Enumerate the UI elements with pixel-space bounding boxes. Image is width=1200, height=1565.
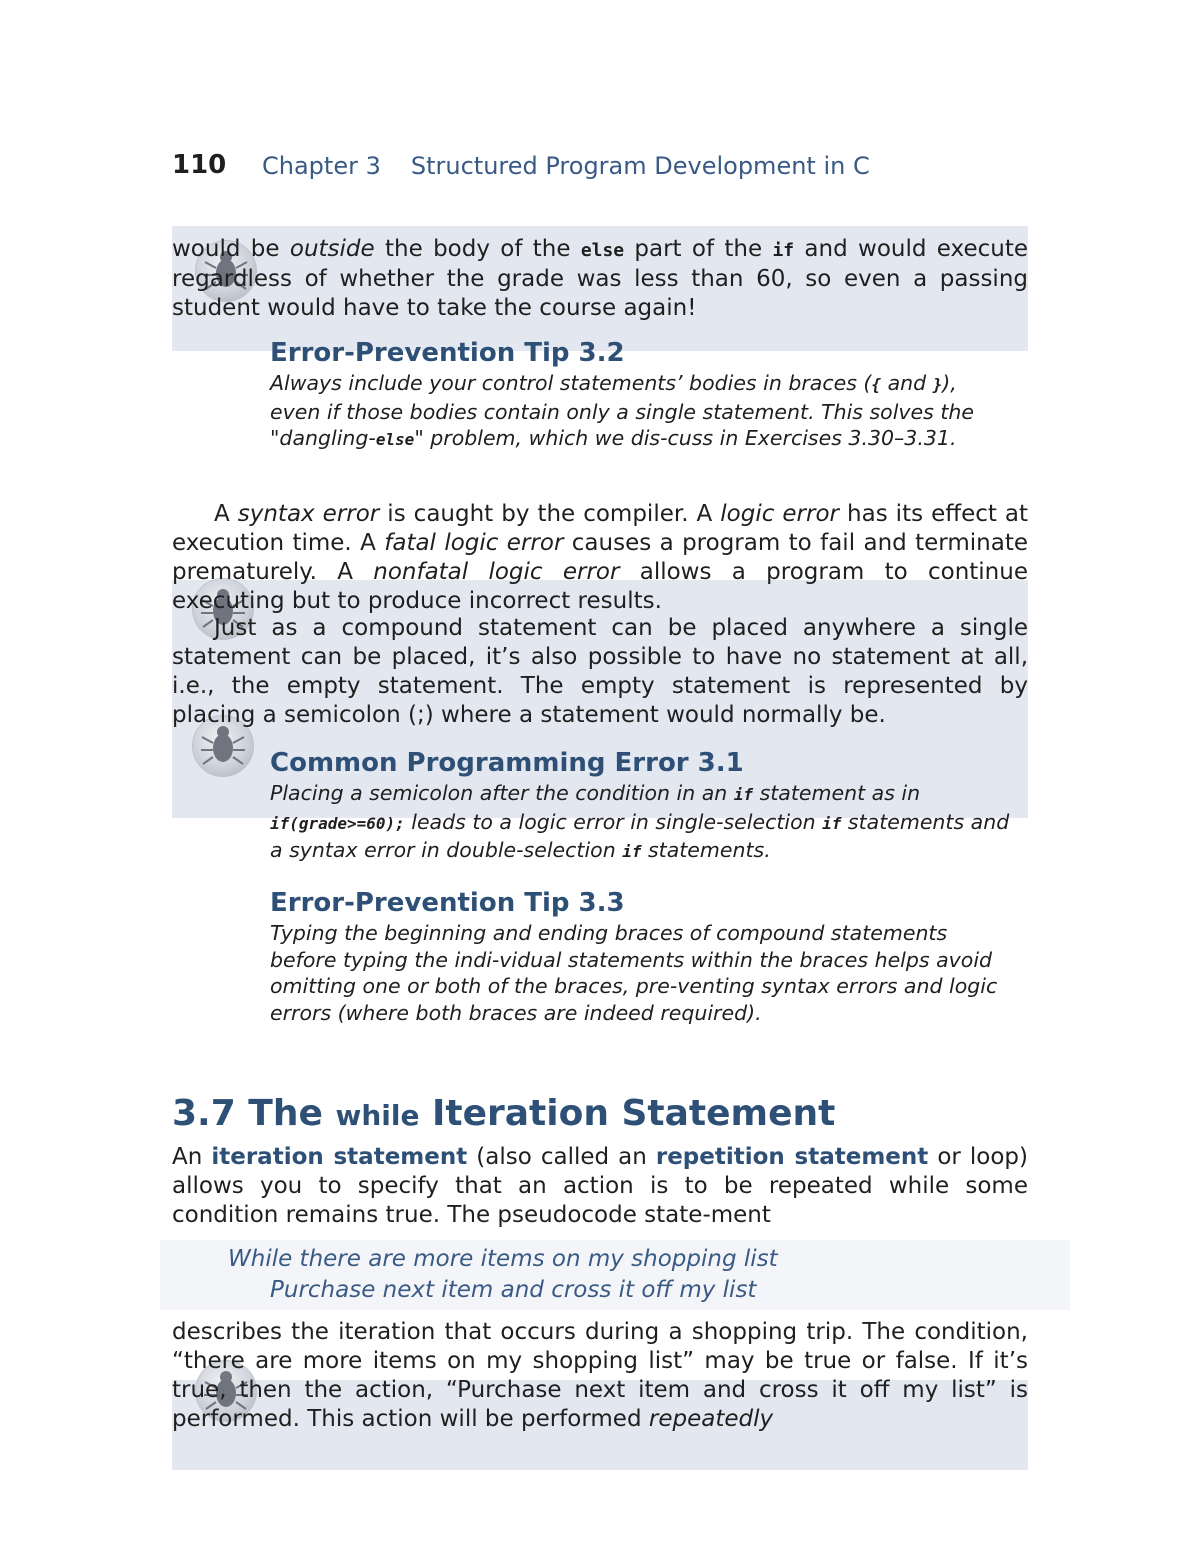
tip-title: Common Programming Error 3.1	[270, 748, 744, 778]
paragraph: A syntax error is caught by the compiler. A logic error has its effect at execution time. A fatal logic error causes a program to fail and terminate prematurely. A nonfatal logic error allows a program to continue executing but to produce incorrect results.	[172, 501, 1029, 614]
paragraph: An iteration statement (also called an repetition statement or loop) allows you to specify that an action is to be repeated while some condition remains true. The pseudocode state-ment	[172, 1144, 1028, 1228]
tip-body: Always include your control statements’ bodies in braces ({ and }), even if those bodies contain only a single statement. This solves the "dangling-else" problem, which we dis-cuss in Exercises 3.30–3.31.	[270, 371, 975, 450]
running-head	[262, 152, 870, 180]
paragraph: Just as a compound statement can be placed anywhere a single statement can be placed, it’s also possible to have no statement at all, i.e., the empty statement. The empty statement is represented by placing a semicolon (;) where a statement would normally be.	[172, 615, 1028, 728]
tip-body: Typing the beginning and ending braces of compound statements before typing the indi-vidual statements within the braces helps avoid omitting one or both of the braces, pre-venting syntax errors and logic errors (where both braces are indeed required).	[270, 921, 998, 1025]
tip-title: Error-Prevention Tip 3.2	[270, 338, 625, 368]
paragraph: would be outside the body of the else part of the if and would execute regardless of whether the grade was less than 60, so even a passing student would have to take the course again!	[172, 236, 1028, 321]
page-number: 110	[172, 150, 227, 180]
pseudocode-line: While there are more items on my shopping list	[228, 1246, 778, 1272]
pseudocode-line: Purchase next item and cross it off my list	[270, 1277, 757, 1303]
chapter-title: Structured Program Development in C	[410, 152, 870, 180]
tip-body: Placing a semicolon after the condition in an if statement as in if(grade>=60); leads to a logic error in single-selection if statements and a syntax error in double-selection if statements.	[270, 781, 1010, 862]
tip-title: Error-Prevention Tip 3.3	[270, 888, 625, 918]
section-heading: 3.7 The while Iteration Statement	[172, 1093, 836, 1134]
chapter-label: Chapter 3	[262, 152, 381, 180]
paragraph: describes the iteration that occurs during a shopping trip. The condition, “there are more items on my shopping list” may be true or false. If it’s true, then the action, “Purchase next item and cross it off my list” is performed. This action will be performed repeatedly	[172, 1319, 1028, 1432]
